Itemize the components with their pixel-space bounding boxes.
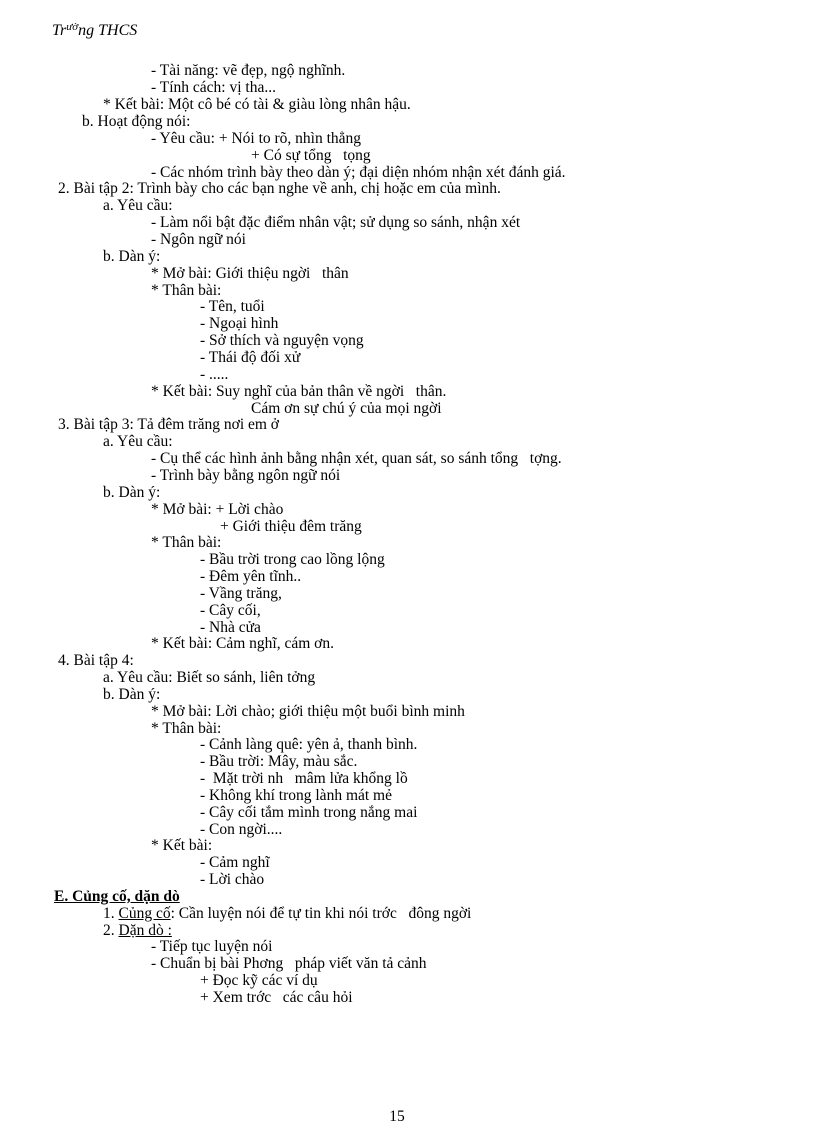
text-line: Cám ơn sự chú ý của mọi ngời <box>251 400 442 417</box>
text-line: - Bầu trời: Mây, màu sắc. <box>200 753 358 770</box>
page-number: 15 <box>389 1108 405 1125</box>
page-header <box>52 22 137 40</box>
text-line: b. Hoạt động nói: <box>82 113 191 130</box>
text-line: - Các nhóm trình bày theo dàn ý; đại diện nhóm nhận xét đánh giá. <box>151 164 566 181</box>
text-line: - Con ngời.... <box>200 821 283 838</box>
text-line: - Tiếp tục luyện nói <box>151 938 273 955</box>
text-line: - ..... <box>200 366 229 383</box>
text-line: - Tên, tuổi <box>200 298 265 315</box>
item-label: Củng cố <box>118 905 171 922</box>
text-line: - Cảm nghĩ <box>200 854 270 871</box>
text-line: - Trình bày bằng ngôn ngữ nói <box>151 467 341 484</box>
text-line: a. Yêu cầu: <box>103 433 173 450</box>
text-line: b. Dàn ý: <box>103 484 161 501</box>
text-line: - Thái độ đối xử <box>200 349 301 366</box>
text-line: - Yêu cầu: + Nói to rõ, nhìn thẳng <box>151 130 362 147</box>
text-line: 2. Bài tập 2: Trình bày cho các bạn nghe về anh, chị hoặc em của mình. <box>58 180 501 197</box>
text-line: - Ngoại hình <box>200 315 279 332</box>
text-line: - Cây cối tắm mình trong nắng mai <box>200 804 418 821</box>
text-line: - Cây cối, <box>200 602 261 619</box>
text-line: - Cụ thể các hình ảnh bằng nhận xét, quan sát, so sánh tổng tợng. <box>151 450 562 467</box>
item-text: : Cần luyện nói để tự tin khi nói trớc đông ngời <box>170 905 472 922</box>
text-line: - Sở thích và nguyện vọng <box>200 332 364 349</box>
text-line: a. Yêu cầu: <box>103 197 173 214</box>
text-line: + Có sự tổng tọng <box>251 147 371 164</box>
text-line: * Mở bài: Giới thiệu ngời thân <box>151 265 349 282</box>
header-suffix: ng THCS <box>78 22 138 39</box>
text-line: + Giới thiệu đêm trăng <box>220 518 362 535</box>
text-line: * Kết bài: Suy nghĩ của bản thân về ngời thân. <box>151 383 447 400</box>
text-line: b. Dàn ý: <box>103 686 161 703</box>
text-line: * Thân bài: <box>151 720 222 737</box>
text-line: + Xem trớc các câu hỏi <box>200 989 353 1006</box>
item-number: 1. <box>103 905 115 922</box>
text-line: 3. Bài tập 3: Tả đêm trăng nơi em ở <box>58 416 280 433</box>
text-line: * Kết bài: Một cô bé có tài & giàu lòng nhân hậu. <box>103 96 411 113</box>
text-line: * Kết bài: <box>151 837 213 854</box>
header-superscript: ườ <box>66 21 79 33</box>
text-line: 4. Bài tập 4: <box>58 652 134 669</box>
text-line: - Chuẩn bị bài Phơng pháp viết văn tả cảnh <box>151 955 427 972</box>
text-line: * Mở bài: Lời chào; giới thiệu một buổi bình minh <box>151 703 465 720</box>
text-line: - Vầng trăng, <box>200 585 282 602</box>
text-line: b. Dàn ý: <box>103 248 161 265</box>
text-line: - Ngôn ngữ nói <box>151 231 246 248</box>
consolidation-item <box>103 905 471 922</box>
text-line: - Mặt trời nh mâm lửa khổng lồ <box>200 770 408 787</box>
text-line: a. Yêu cầu: Biết so sánh, liên tởng <box>103 669 316 686</box>
text-line: * Thân bài: <box>151 282 222 299</box>
text-line: + Đọc kỹ các ví dụ <box>200 972 318 989</box>
homework-item <box>103 922 172 939</box>
text-line: - Tài năng: vẽ đẹp, ngộ nghĩnh. <box>151 62 346 79</box>
item-label: Dặn dò : <box>118 922 172 939</box>
text-line: - Tính cách: vị tha... <box>151 79 276 96</box>
text-line: * Mở bài: + Lời chào <box>151 501 284 518</box>
text-line: - Không khí trong lành mát mẻ <box>200 787 392 804</box>
text-line: - Cảnh làng quê: yên ả, thanh bình. <box>200 736 418 753</box>
text-line: * Kết bài: Cảm nghĩ, cám ơn. <box>151 635 334 652</box>
text-line: - Lời chào <box>200 871 265 888</box>
text-line: - Làm nổi bật đặc điểm nhân vật; sử dụng so sánh, nhận xét <box>151 214 521 231</box>
text-line: - Nhà cửa <box>200 619 261 636</box>
text-line: - Bầu trời trong cao lồng lộng <box>200 551 385 568</box>
section-title: E. Củng cố, dặn dò <box>54 888 180 905</box>
header-prefix: Tr <box>52 22 67 39</box>
text-line: * Thân bài: <box>151 534 222 551</box>
text-line: - Đêm yên tĩnh.. <box>200 568 302 585</box>
item-number: 2. <box>103 922 115 939</box>
